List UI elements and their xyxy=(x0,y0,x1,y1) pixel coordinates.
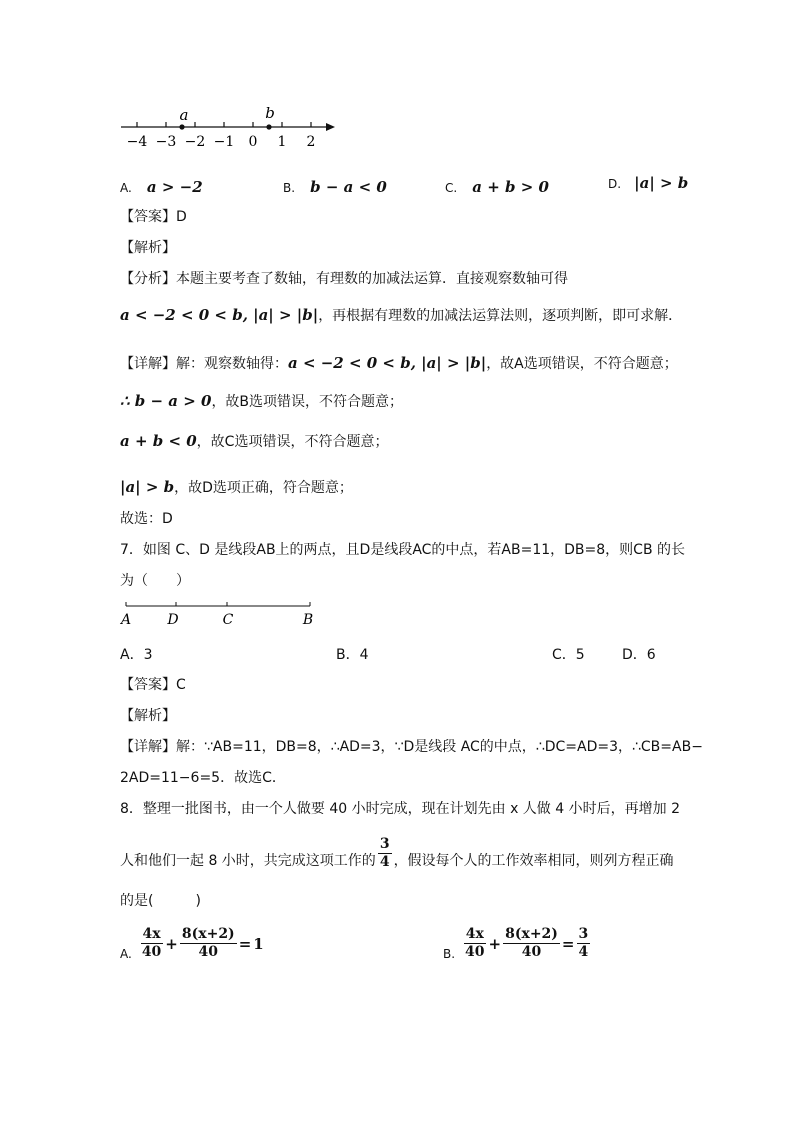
equals-sign: = xyxy=(238,934,252,953)
q6-condition-line xyxy=(120,306,682,325)
term1-numerator: 4x xyxy=(142,926,161,942)
tick-label: −3 xyxy=(155,134,177,150)
point-b-label: b xyxy=(265,104,275,122)
q7-option-a xyxy=(120,646,153,664)
q7-answer: 【答案】C xyxy=(120,677,186,693)
line-c-expr: a + b < 0 xyxy=(120,432,197,450)
q6-conclusion: 故选：D xyxy=(120,511,173,527)
q6-fenxi: 【分析】本题主要考查了数轴，有理数的加减法运算．直接观察数轴可得 xyxy=(120,271,568,287)
line-b-expr: ∴ b − a > 0 xyxy=(120,392,212,410)
option-value: 5 xyxy=(575,647,585,663)
line-b-rest: ，故B选项错误，不符合题意； xyxy=(211,394,404,410)
segment-label-b: B xyxy=(302,612,314,628)
option-label: C. xyxy=(445,181,458,195)
option-label: D． xyxy=(622,647,647,663)
q6-option-c xyxy=(445,177,549,196)
segment-label-c: C xyxy=(222,612,234,628)
tick-label: 2 xyxy=(306,134,316,150)
condition-rest: ，再根据有理数的加减法运算法则，逐项判断，即可求解． xyxy=(318,308,683,324)
q6-analysis-title: 【解析】 xyxy=(120,240,176,256)
q6-line-d xyxy=(120,478,353,497)
point-a-dot xyxy=(179,124,184,129)
q7-detail-line1: 【详解】解：∵AB=11，DB=8，∴AD=3，∵D是线段 AC的中点，∴DC=AD=3，∴CB=AB− xyxy=(120,739,703,755)
rhs-fraction xyxy=(577,926,591,961)
q7-option-b xyxy=(336,646,369,664)
option-value: 6 xyxy=(646,647,656,663)
q6-detail-line xyxy=(120,354,678,373)
q7-option-d xyxy=(622,646,656,664)
fraction-numerator: 3 xyxy=(379,836,390,852)
option-label: C． xyxy=(552,647,576,663)
term2-numerator: 8(x+2) xyxy=(181,926,235,942)
tick-label: −4 xyxy=(126,134,148,150)
fraction-three-quarters xyxy=(378,836,392,871)
rhs-denominator: 4 xyxy=(578,944,589,960)
q6-line-b xyxy=(120,392,403,411)
q6-option-a xyxy=(120,177,203,196)
q7-stem-line1: 7．如图 C、D 是线段AB上的两点，且D是线段AC的中点，若AB=11，DB=8，则CB 的长 xyxy=(120,542,686,558)
term1-denominator: 40 xyxy=(465,944,485,960)
q7-option-c xyxy=(552,646,585,664)
q6-line-c xyxy=(120,432,388,451)
rhs-value: 1 xyxy=(253,934,264,953)
q8-stem-line1: 8．整理一批图书，由一个人做要 40 小时完成，现在计划先由 x 人做 4 小时后，再增加 2 xyxy=(120,801,680,817)
q7-stem-line2: 为（ ） xyxy=(120,573,190,589)
tick-label: 1 xyxy=(277,134,287,150)
detail-expr: a < −2 < 0 < b, |a| > |b| xyxy=(288,354,487,372)
term2-fraction xyxy=(503,926,560,961)
equation-a xyxy=(140,926,264,961)
plus-sign: + xyxy=(165,934,178,953)
stem-line2-pre: 人和他们一起 8 小时，共完成这项工作的 xyxy=(120,852,376,869)
tick-label: 0 xyxy=(248,134,258,150)
fraction-denominator: 4 xyxy=(379,854,390,870)
q6-option-d xyxy=(608,173,688,192)
option-label: A． xyxy=(120,647,144,663)
segment-label-d: D xyxy=(167,612,179,628)
q8-stem-line3: 的是( ) xyxy=(120,893,201,909)
segment-figure xyxy=(118,598,328,630)
q6-answer: 【答案】D xyxy=(120,209,187,225)
point-b-dot xyxy=(266,124,271,129)
line-c-rest: ，故C选项错误，不符合题意； xyxy=(196,434,389,450)
term2-numerator: 8(x+2) xyxy=(505,926,558,942)
option-label: A. xyxy=(120,947,132,961)
q8-option-b xyxy=(443,926,590,961)
option-label: B． xyxy=(336,647,360,663)
option-value: 4 xyxy=(359,647,369,663)
segment-label-a: A xyxy=(120,612,132,628)
q7-analysis-title: 【解析】 xyxy=(120,708,176,724)
plus-sign: + xyxy=(488,934,502,953)
term1-fraction xyxy=(140,926,163,961)
point-a-label: a xyxy=(179,106,189,124)
equals-sign: = xyxy=(561,934,575,953)
term2-denominator: 40 xyxy=(521,944,542,960)
term2-fraction xyxy=(180,926,237,961)
option-label: A. xyxy=(120,181,132,195)
stem-line2-post: ，假设每个人的工作效率相同，则列方程正确 xyxy=(393,852,674,869)
line-d-expr: |a| > b xyxy=(120,478,175,496)
number-line-arrow xyxy=(326,123,335,131)
option-label: B. xyxy=(283,181,296,195)
term1-denominator: 40 xyxy=(141,944,162,960)
option-value: 3 xyxy=(143,647,153,663)
option-expr: a > −2 xyxy=(146,178,203,196)
rhs-numerator: 3 xyxy=(578,926,589,942)
term2-denominator: 40 xyxy=(198,944,219,960)
q8-option-a xyxy=(120,926,264,961)
term1-fraction xyxy=(463,926,486,961)
option-expr: a + b > 0 xyxy=(472,178,549,196)
option-label: B. xyxy=(443,947,456,961)
tick-label: −1 xyxy=(213,134,235,150)
line-d-rest: ，故D选项正确，符合题意； xyxy=(174,480,353,496)
condition-expr: a < −2 < 0 < b, |a| > |b| xyxy=(120,306,319,324)
equation-b xyxy=(463,926,590,961)
option-expr: b − a < 0 xyxy=(310,178,387,196)
detail-prefix: 【详解】解：观察数轴得： xyxy=(120,356,288,372)
q8-stem-line2 xyxy=(120,836,674,871)
option-label: D. xyxy=(608,177,622,191)
q6-option-b xyxy=(283,177,387,196)
detail-rest: ，故A选项错误，不符合题意； xyxy=(486,356,678,372)
tick-label: −2 xyxy=(184,134,206,150)
option-expr: |a| > b xyxy=(634,174,689,192)
number-line-figure xyxy=(115,102,345,152)
q7-detail-line2: 2AD=11−6=5．故选C． xyxy=(120,770,286,786)
term1-numerator: 4x xyxy=(465,926,484,942)
